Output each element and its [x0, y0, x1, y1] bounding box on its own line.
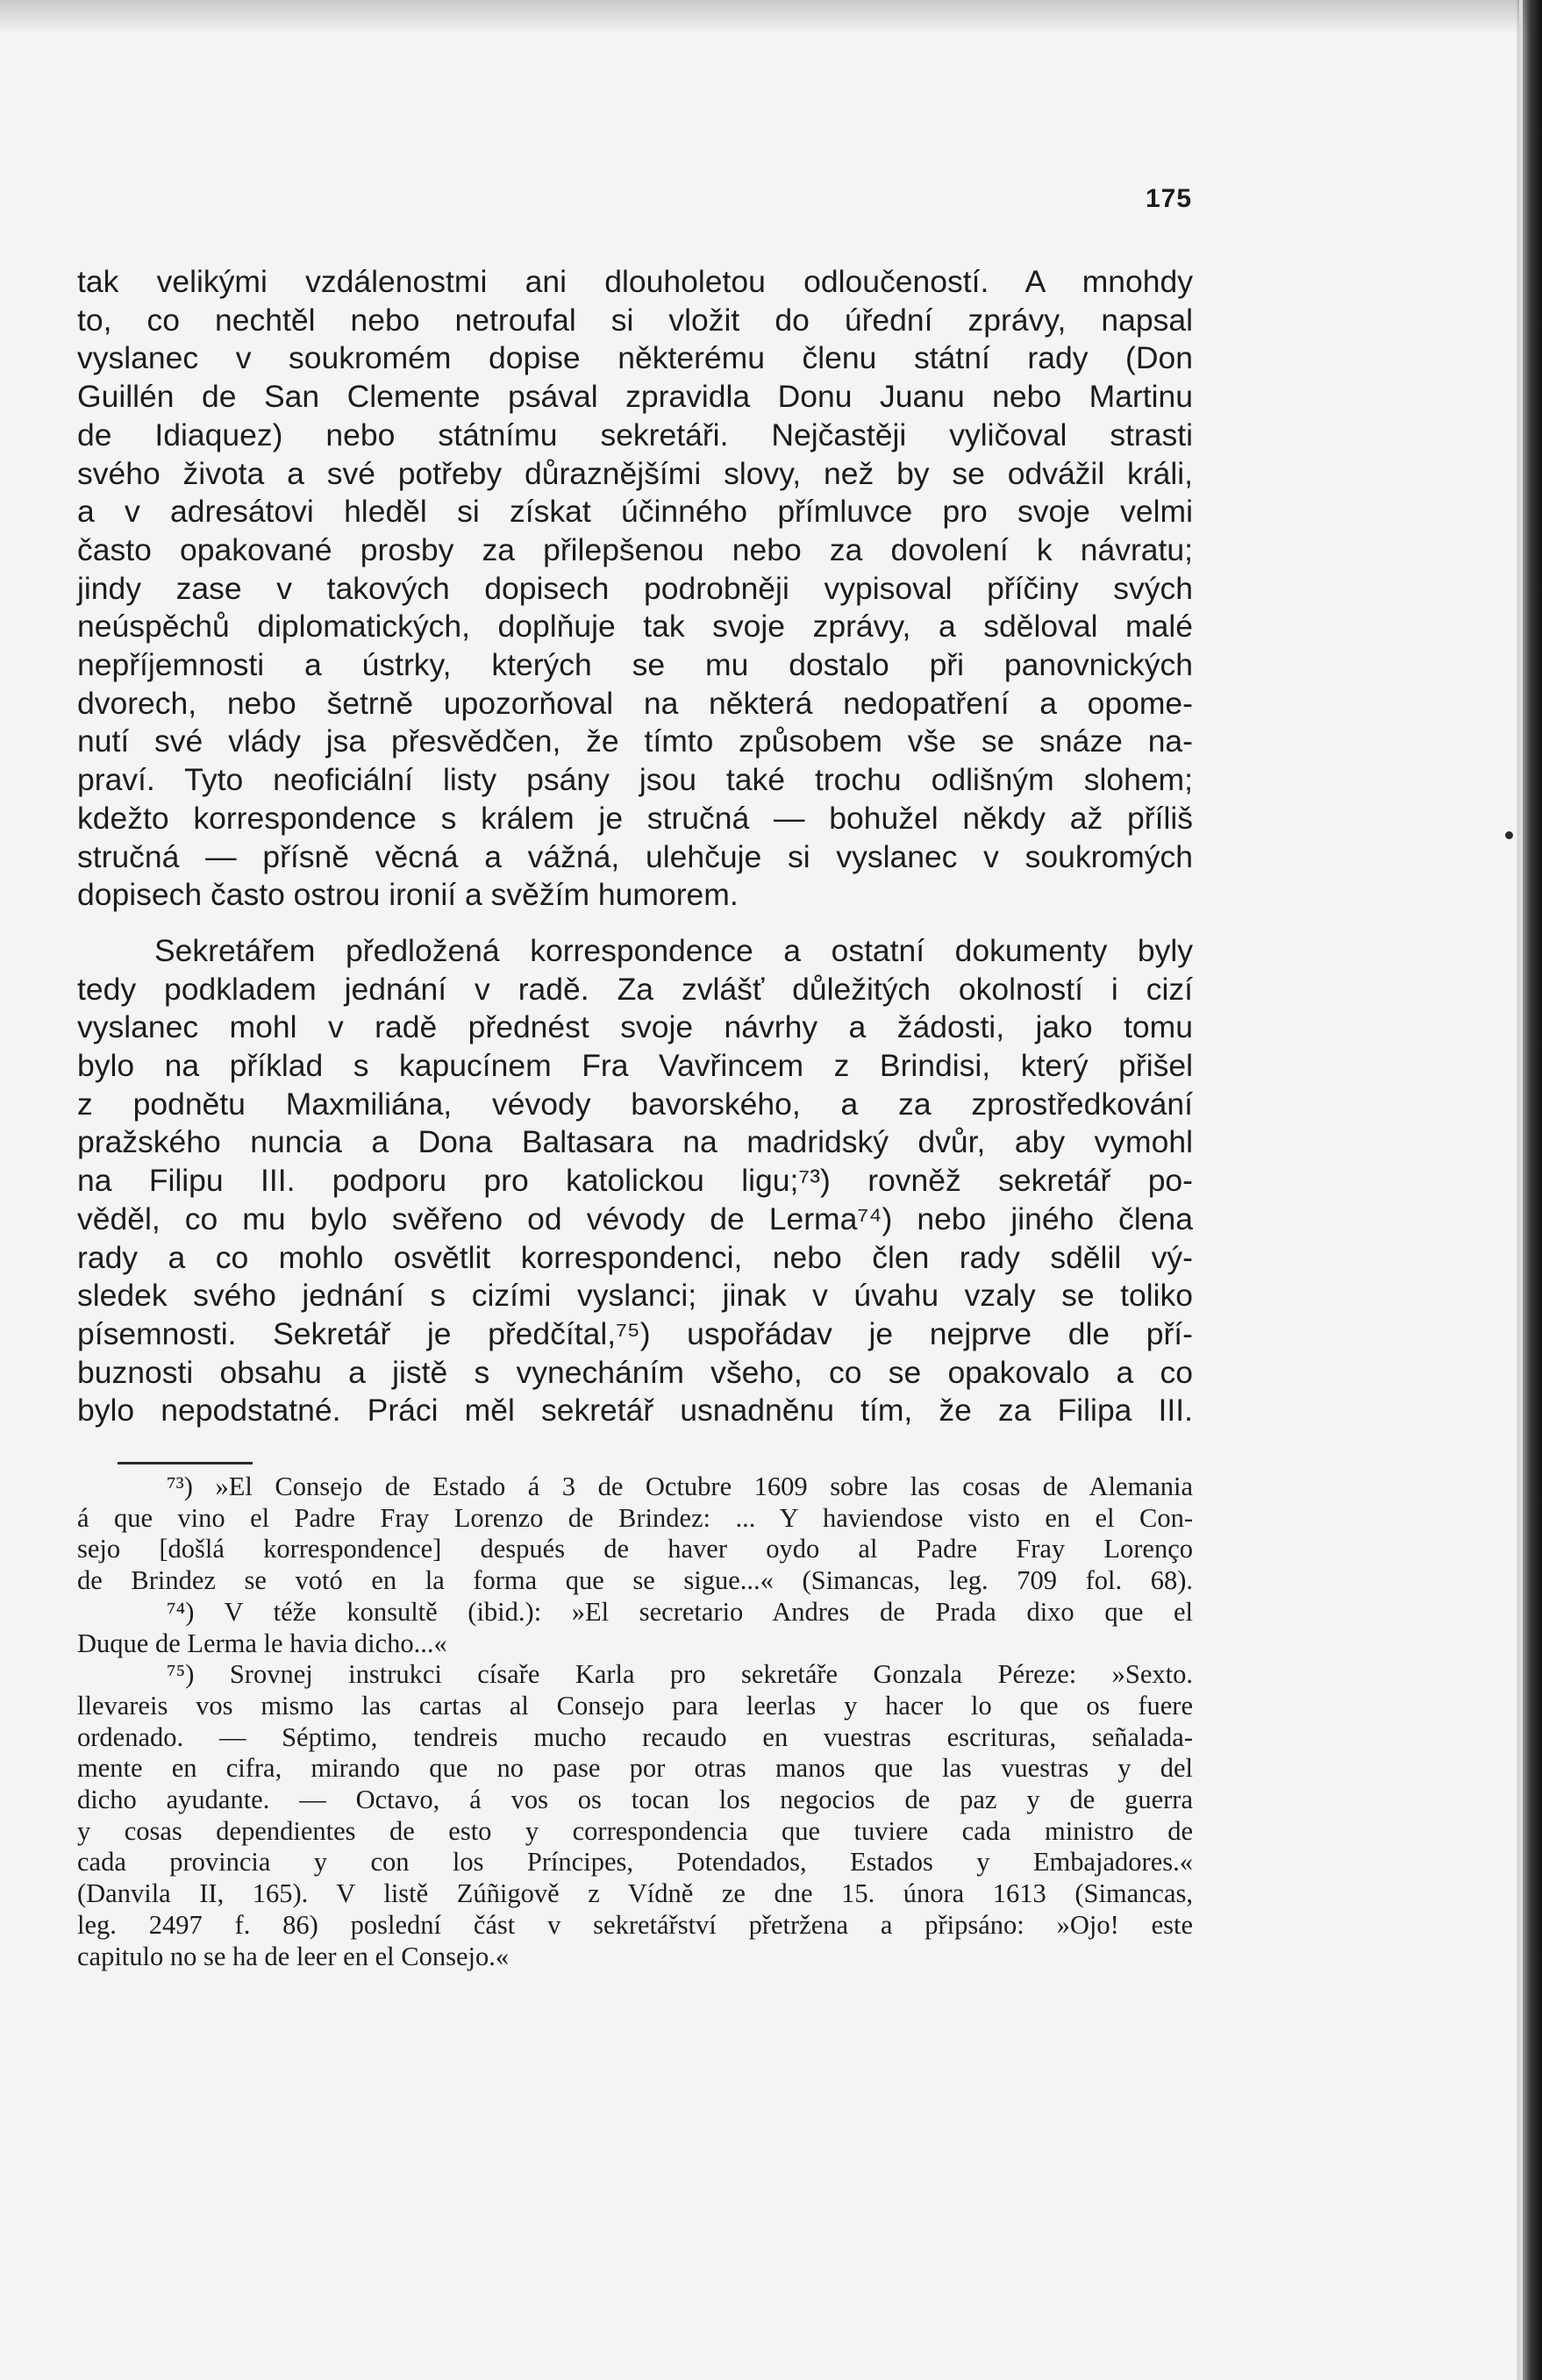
- text-line: dopisech často ostrou ironií a svěžím humorem.: [77, 877, 739, 913]
- text-line: věděl, co mu bylo svěřeno od vévody de Lerma⁷⁴) nebo jiného člena: [77, 1201, 1193, 1236]
- footnote-line: y cosas dependientes de esto y correspondencia que tuviere cada ministro de: [77, 1815, 1193, 1846]
- text-line: buznosti obsahu a jistě s vynecháním všeho, co se opakovalo a co: [77, 1354, 1193, 1390]
- text-line: neúspěchů diplomatických, doplňuje tak svoje zprávy, a sděloval malé: [77, 609, 1193, 645]
- text-line: písemnosti. Sekretář je předčítal,⁷⁵) uspořádav je nejprve dle pří-: [77, 1315, 1193, 1351]
- text-line: vyslanec mohl v radě přednést svoje návrhy a žádosti, jako tomu: [77, 1009, 1193, 1045]
- text-line: Sekretářem předložená korrespondence a ostatní dokumenty byly: [154, 932, 1193, 968]
- text-line: kdežto korrespondence s králem je stručná — bohužel někdy až příliš: [77, 800, 1193, 836]
- footnote-line: llevareis vos mismo las cartas al Consejo para leerlas y hacer lo que os fuere: [77, 1690, 1193, 1721]
- text-line: často opakované prosby za přilepšenou nebo za dovolení k návratu;: [77, 531, 1193, 567]
- text-line: tak velikými vzdálenostmi ani dlouholetou odloučeností. A mnohdy: [77, 264, 1193, 299]
- text-line: de Idiaquez) nebo státnímu sekretáři. Nejčastěji vyličoval strasti: [77, 417, 1193, 452]
- text-line: jindy zase v takových dopisech podrobněji vypisoval příčiny svých: [77, 570, 1193, 606]
- text-line: Guillén de San Clemente psával zpravidla Donu Juanu nebo Martinu: [77, 379, 1193, 415]
- text-line: pražského nuncia a Dona Baltasara na madridský dvůr, aby vymohl: [77, 1124, 1193, 1160]
- text-line: z podnětu Maxmiliána, vévody bavorského, a za zprostředkování: [77, 1086, 1193, 1122]
- text-line: rady a co mohlo osvětlit korrespondenci, nebo člen rady sdělil vý-: [77, 1239, 1193, 1275]
- footnote-line: leg. 2497 f. 86) poslední část v sekretářství přetržena a připsáno: »Ojo! este: [77, 1909, 1193, 1940]
- text-line: praví. Tyto neoficiální listy psány jsou také trochu odlišným slohem;: [77, 762, 1193, 798]
- text-line: bylo nepodstatné. Práci měl sekretář usnadněnu tím, že za Filipa III.: [77, 1393, 1193, 1429]
- text-line: to, co nechtěl nebo netroufal si vložit do úřední zprávy, napsal: [77, 302, 1193, 338]
- text-line: svého života a své potřeby důraznějšími slovy, než by se odvážil králi,: [77, 455, 1193, 491]
- footnote-line: ⁷⁴) V téže konsultě (ibid.): »El secretario Andres de Prada dixo que el: [167, 1596, 1193, 1627]
- footnote-line: sejo [došlá korrespondence] después de haver oydo al Padre Fray Lorenço: [77, 1534, 1193, 1564]
- footnote-line: mente en cifra, mirando que no pase por otras manos que las vuestras y del: [77, 1753, 1193, 1784]
- text-line: dvorech, nebo šetrně upozorňoval na některá nedopatření a opome-: [77, 685, 1193, 721]
- margin-dot: [1505, 831, 1513, 839]
- footnote-line: capitulo no se ha de leer en el Consejo.«: [77, 1941, 510, 1971]
- footnote-line: dicho ayudante. — Octavo, á vos os tocan los negocios de paz y de guerra: [77, 1785, 1193, 1815]
- footnote-line: á que vino el Padre Fray Lorenzo de Brindez: ... Y haviendose visto en el Con-: [77, 1502, 1193, 1533]
- text-line: a v adresátovi hleděl si získat účinného přímluvce pro svoje velmi: [77, 494, 1193, 530]
- main-text: [77, 263, 1193, 1430]
- text-line: tedy podkladem jednání v radě. Za zvlášť důležitých okolností i cizí: [77, 971, 1193, 1007]
- paragraph-gap: [77, 915, 1193, 932]
- text-line: bylo na příklad s kapucínem Fra Vavřincem z Brindisi, který přišel: [77, 1048, 1193, 1084]
- footnotes: [77, 1471, 1193, 1972]
- footnote-rule: [118, 1462, 253, 1464]
- scan-top-shadow: [0, 0, 1542, 33]
- footnote-line: de Brindez se votó en la forma que se sigue...« (Simancas, leg. 709 fol. 68).: [77, 1565, 1193, 1596]
- footnote-line: ⁷³) »El Consejo de Estado á 3 de Octubre 1609 sobre las cosas de Alemania: [167, 1471, 1193, 1501]
- scan-right-edge-highlight: [1519, 0, 1523, 2380]
- page-number: 175: [1146, 184, 1193, 213]
- text-line: na Filipu III. podporu pro katolickou ligu;⁷³) rovněž sekretář po-: [77, 1163, 1193, 1199]
- text-line: nepříjemnosti a ústrky, kterých se mu dostalo při panovnických: [77, 647, 1193, 683]
- text-line: nutí své vlády jsa přesvědčen, že tímto způsobem vše se snáze na-: [77, 723, 1193, 759]
- text-line: sledek svého jednání s cizími vyslanci; jinak v úvahu vzaly se toliko: [77, 1278, 1193, 1314]
- footnote-line: (Danvila II, 165). V listě Zúñigově z Vídně ze dne 15. února 1613 (Simancas,: [77, 1878, 1193, 1909]
- footnote-line: Duque de Lerma le havia dicho...«: [77, 1628, 447, 1658]
- footnote-line: ⁷⁵) Srovnej instrukci císaře Karla pro sekretáře Gonzala Péreze: »Sexto.: [167, 1659, 1193, 1690]
- footnote-line: cada provincia y con los Príncipes, Potendados, Estados y Embajadores.«: [77, 1847, 1193, 1878]
- footnote-line: ordenado. — Séptimo, tendreis mucho recaudo en vuestras escrituras, señalada-: [77, 1721, 1193, 1752]
- text-line: stručná — přísně věcná a vážná, ulehčuje si vyslanec v soukromých: [77, 838, 1193, 874]
- text-line: vyslanec v soukromém dopise některému členu státní rady (Don: [77, 340, 1193, 376]
